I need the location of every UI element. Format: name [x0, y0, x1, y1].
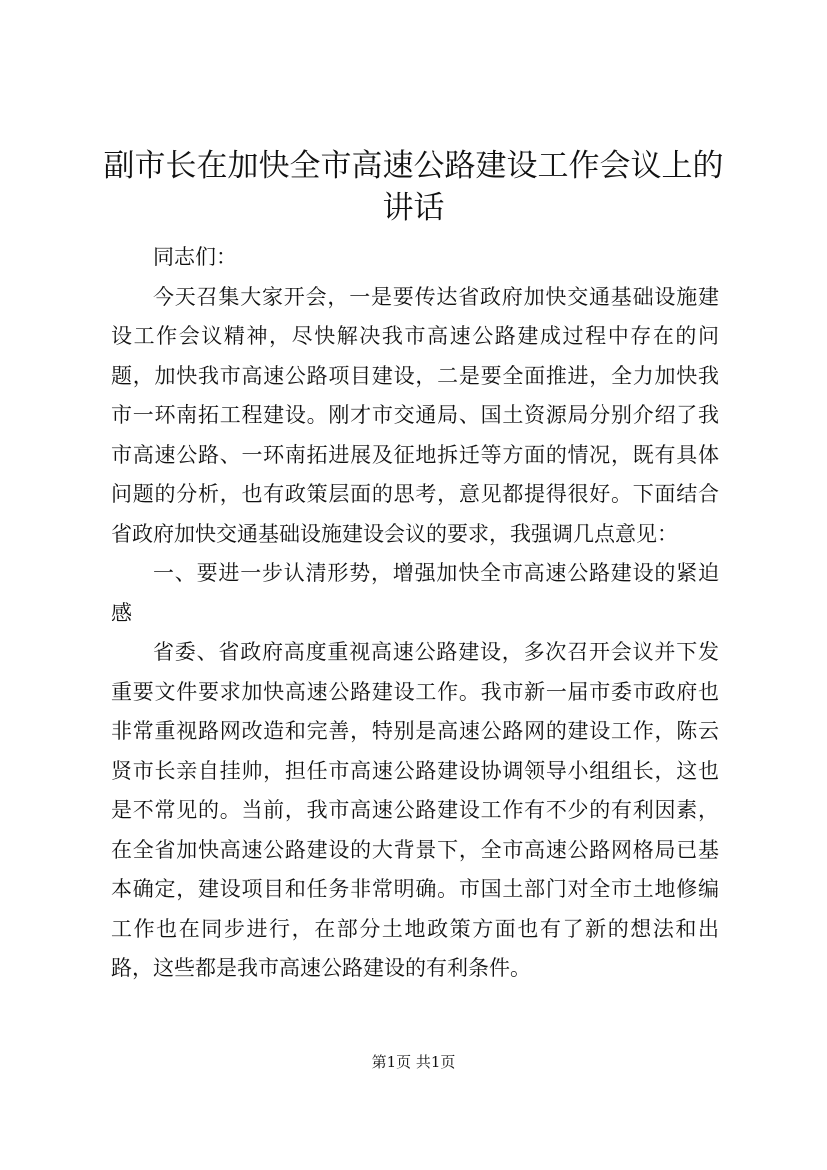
title-line-2: 讲话 — [382, 190, 445, 226]
page-number: 第1页 共1页 — [371, 1053, 456, 1071]
title-line-1: 副市长在加快全市高速公路建设工作会议上的 — [103, 148, 724, 184]
paragraph-intro: 今天召集大家开会，一是要传达省政府加快交通基础设施建设工作会议精神，尽快解决我市高速公路建成过程中存在的问题，加快我市高速公路项目建设，二是要全面推进，全力加快我市一环南拓工程建设。刚才市交通局、国土资源局分别介绍了我市高速公路、一环南拓进展及征地拆迁等方面的情况，既有具体问题的分析，也有政策层面的思考，意见都提得很好。下面结合省政府加快交通基础设施建设会议的要求，我强调几点意见： — [111, 284, 719, 546]
page-footer — [0, 1052, 827, 1072]
salutation: 同志们： — [153, 245, 237, 269]
paragraph-section-1: 省委、省政府高度重视高速公路建设，多次召开会议并下发重要文件要求加快高速公路建设工作。我市新一届市委市政府也非常重视路网改造和完善，特别是高速公路网的建设工作，陈云贤市长亲自挂帅，担任市高速公路建设协调领导小组组长，这也是不常见的。当前，我市高速公路建设工作有不少的有利因素，在全省加快高速公路建设的大背景下，全市高速公路网格局已基本确定，建设项目和任务非常明确。市国土部门对全市土地修编工作也在同步进行，在部分土地政策方面也有了新的想法和出路，这些都是我市高速公路建设的有利条件。 — [111, 640, 719, 980]
document-body — [111, 238, 719, 989]
section-heading-1: 一、要进一步认清形势，增强加快全市高速公路建设的紧迫感 — [111, 561, 719, 625]
document-title — [60, 145, 767, 229]
